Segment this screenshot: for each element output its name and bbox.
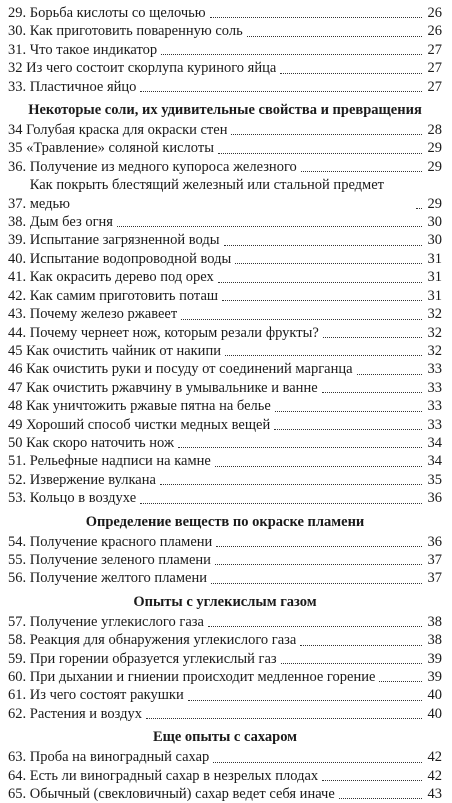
dot-leader [160, 484, 422, 485]
entry-page-number: 29 [427, 158, 442, 175]
dot-leader [215, 564, 422, 565]
dot-leader [231, 134, 422, 135]
entry-title: При дыхании и гниении происходит медленное горение [29, 669, 376, 685]
entry-number: 58. [8, 632, 27, 649]
entry-title: Рельефные надписи на камне [29, 453, 211, 470]
section-heading: Некоторые соли, их удивительные свойства и превращения [28, 102, 422, 119]
entry-number: 50 [8, 434, 23, 451]
entry-title: Как очистить руки и посуду от соединений марганца [26, 361, 353, 378]
entry-number: 40. [8, 250, 27, 267]
entry-title: Реакция для обнаружения углекислого газа [29, 632, 297, 649]
toc-entry [8, 22, 442, 40]
entry-page-number: 30 [427, 214, 442, 231]
toc-entry [8, 231, 442, 249]
entry-title: Получение зеленого пламени [29, 551, 211, 568]
entry-page-number: 32 [427, 342, 442, 359]
toc-entry [8, 533, 442, 551]
toc-entry [8, 360, 442, 378]
entry-title: Почему чернеет нож, которым резали фрукты? [29, 324, 319, 341]
entry-title: Как очистить ржавчину в умывальнике и ванне [26, 379, 318, 396]
entry-page-number: 32 [427, 324, 442, 341]
entry-number: 55. [8, 551, 27, 568]
toc-entry [8, 268, 442, 286]
entry-number: 32 [8, 60, 23, 77]
entry-title: «Травление» соляной кислоты [26, 140, 214, 157]
toc-entry [8, 705, 442, 723]
toc-entry [8, 434, 442, 452]
toc-entry [8, 551, 442, 569]
toc-section [8, 727, 442, 803]
entry-page-number: 35 [427, 471, 442, 488]
dot-leader [208, 626, 422, 627]
toc-entry [8, 613, 442, 631]
dot-leader [274, 429, 422, 430]
entry-page-number: 40 [427, 705, 442, 722]
entry-title: При горении образуется углекислый газ [29, 650, 277, 667]
dot-leader [300, 645, 422, 646]
entry-title: Хороший способ чистки медных вещей [26, 416, 271, 433]
entry-number: 62. [8, 705, 27, 722]
entry-page-number: 39 [427, 669, 442, 685]
toc-entry [8, 379, 442, 397]
entry-title: Обычный (свекловичный) сахар ведет себя иначе [29, 786, 335, 803]
toc-entry [8, 213, 442, 231]
entry-number: 37. [8, 195, 27, 212]
dot-leader [216, 546, 422, 547]
entry-number: 31. [8, 41, 27, 58]
entry-number: 44. [8, 324, 27, 341]
entry-number: 29. [8, 5, 27, 21]
toc-entry [8, 471, 442, 489]
dot-leader [140, 91, 422, 92]
entry-number: 51. [8, 453, 27, 470]
entry-title: Проба на виноградный сахар [29, 749, 210, 766]
entry-page-number: 27 [427, 60, 442, 77]
dot-leader [210, 17, 422, 18]
entry-page-number: 37 [427, 570, 442, 587]
entry-title: Что такое индикатор [29, 41, 158, 58]
section-heading: Еще опыты с сахаром [152, 729, 298, 746]
entry-title: Как скоро наточить нож [26, 434, 174, 451]
entry-page-number: 38 [427, 613, 442, 630]
entry-page-number: 26 [427, 5, 442, 21]
dot-leader [225, 355, 422, 356]
entry-title: Получение желтого пламени [29, 570, 207, 587]
dot-leader [211, 583, 422, 584]
dot-leader [275, 411, 422, 412]
entry-page-number: 36 [427, 490, 442, 507]
entry-page-number: 33 [427, 361, 442, 378]
toc-section [8, 512, 442, 588]
entry-number: 61. [8, 687, 27, 704]
entry-page-number: 40 [427, 687, 442, 704]
section-heading: Опыты с углекислым газом [133, 593, 317, 610]
entry-number: 48 [8, 398, 23, 415]
entry-number: 45 [8, 342, 23, 359]
toc-entry [8, 397, 442, 415]
entry-number: 56. [8, 570, 27, 587]
dot-leader [213, 762, 422, 763]
dot-leader [224, 245, 423, 246]
entry-number: 65. [8, 786, 27, 803]
dot-leader [222, 300, 422, 301]
entry-title: Испытание водопроводной воды [29, 250, 232, 267]
entry-page-number: 31 [427, 287, 442, 304]
entry-number: 36. [8, 158, 27, 175]
toc-entry [8, 342, 442, 360]
entry-page-number: 34 [427, 453, 442, 470]
entry-number: 30. [8, 23, 27, 40]
entry-page-number: 36 [427, 533, 442, 550]
dot-leader [323, 337, 422, 338]
entry-title: Из чего состоят ракушки [29, 687, 184, 704]
toc-entry [8, 121, 442, 139]
entry-title: Пластичное яйцо [29, 78, 137, 95]
toc-entry [8, 139, 442, 157]
toc-entry [8, 176, 442, 213]
dot-leader [235, 263, 422, 264]
dot-leader [357, 374, 422, 375]
toc-entry [8, 250, 442, 268]
toc-entry [8, 59, 442, 77]
dot-leader [146, 718, 422, 719]
dot-leader [188, 700, 422, 701]
entry-title: Как самим приготовить поташ [29, 287, 219, 304]
entry-page-number: 30 [427, 232, 442, 249]
entry-title: Как очистить чайник от накипи [26, 342, 221, 359]
toc-entry [8, 767, 442, 785]
toc-entry [8, 650, 442, 668]
entry-title: Голубая краска для окраски стен [26, 122, 228, 139]
toc-entry [8, 324, 442, 342]
entry-page-number: 31 [427, 269, 442, 286]
toc-entry [8, 748, 442, 766]
entry-page-number: 33 [427, 379, 442, 396]
entry-title: Кольцо в воздухе [29, 490, 137, 507]
dot-leader [215, 466, 422, 467]
entry-page-number: 34 [427, 434, 442, 451]
entry-number: 33. [8, 78, 27, 95]
entry-page-number: 43 [427, 786, 442, 803]
dot-leader [301, 171, 422, 172]
entry-page-number: 33 [427, 416, 442, 433]
entry-number: 59. [8, 650, 27, 667]
entry-page-number: 29 [427, 140, 442, 157]
entry-number: 43. [8, 306, 27, 323]
entry-page-number: 26 [427, 23, 442, 40]
entry-number: 57. [8, 613, 27, 630]
dot-leader [218, 282, 422, 283]
entry-number: 39. [8, 232, 27, 249]
dot-leader [218, 153, 422, 154]
entry-number: 63. [8, 749, 27, 766]
dot-leader [322, 780, 422, 781]
entry-title: Как уничтожить ржавые пятна на белье [26, 398, 271, 415]
dot-leader [280, 73, 422, 74]
toc-entry [8, 631, 442, 649]
entry-page-number: 32 [427, 306, 442, 323]
toc-entry [8, 785, 442, 803]
dot-leader [140, 503, 422, 504]
entry-title: Испытание загрязненной воды [29, 232, 220, 249]
entry-title: Почему железо ржавеет [29, 306, 178, 323]
entry-title: Как покрыть блестящий железный или стальной предмет медью [29, 177, 385, 212]
entry-page-number: 31 [427, 250, 442, 267]
entry-page-number: 27 [427, 41, 442, 58]
entry-number: 53. [8, 490, 27, 507]
toc-entry [8, 4, 442, 22]
entry-title: Дым без огня [29, 214, 113, 231]
entry-number: 54. [8, 533, 27, 550]
toc-entry [8, 416, 442, 434]
entry-title: Как приготовить поваренную соль [29, 23, 243, 40]
dot-leader [339, 798, 422, 799]
entry-page-number: 38 [427, 632, 442, 649]
dot-leader [181, 319, 422, 320]
entry-page-number: 33 [427, 398, 442, 415]
entry-number: 34 [8, 122, 23, 139]
toc-entry [8, 41, 442, 59]
dot-leader [379, 681, 422, 682]
dot-leader [322, 392, 422, 393]
entry-title: Извержение вулкана [29, 471, 156, 488]
entry-title: Получение углекислого газа [29, 613, 204, 630]
entry-page-number: 37 [427, 551, 442, 568]
toc-entry [8, 287, 442, 305]
entry-title: Получение красного пламени [29, 533, 213, 550]
toc-entry [8, 569, 442, 587]
entry-title: Борьба кислоты со щелочью [29, 5, 206, 21]
entry-title: Есть ли виноградный сахар в незрелых плодах [29, 767, 319, 784]
entry-number: 35 [8, 140, 23, 157]
entry-number: 46 [8, 361, 23, 378]
entry-number: 52. [8, 471, 27, 488]
dot-leader [247, 36, 422, 37]
entry-number: 42. [8, 287, 27, 304]
dot-leader [281, 663, 422, 664]
entry-title: Из чего состоит скорлупа куриного яйца [26, 60, 277, 77]
entry-page-number: 42 [427, 767, 442, 784]
dot-leader [178, 447, 422, 448]
toc-entry [8, 305, 442, 323]
entry-number: 41. [8, 269, 27, 286]
toc-section [8, 592, 442, 723]
toc-entry [8, 686, 442, 704]
entry-number: 38. [8, 214, 27, 231]
entry-number: 64. [8, 767, 27, 784]
toc-entry [8, 489, 442, 507]
entry-number: 49 [8, 416, 23, 433]
entry-title: Как окрасить дерево под орех [29, 269, 214, 286]
toc-section [8, 4, 442, 96]
dot-leader [117, 226, 422, 227]
entry-page-number: 27 [427, 78, 442, 95]
entry-page-number: 39 [427, 650, 442, 667]
dot-leader [416, 208, 422, 209]
entry-page-number: 29 [427, 195, 442, 212]
entry-number: 60. [8, 669, 27, 685]
dot-leader [161, 54, 422, 55]
entry-page-number: 28 [427, 122, 442, 139]
toc-section [8, 100, 442, 508]
toc-entry [8, 158, 442, 176]
section-heading: Определение веществ по окраске пламени [85, 513, 365, 530]
toc-entry [8, 78, 442, 96]
entry-title: Получение из медного купороса железного [29, 158, 297, 175]
entry-title: Растения и воздух [29, 705, 142, 722]
toc-entry [8, 668, 442, 686]
entry-number: 47 [8, 379, 23, 396]
entry-page-number: 42 [427, 749, 442, 766]
toc-entry [8, 452, 442, 470]
